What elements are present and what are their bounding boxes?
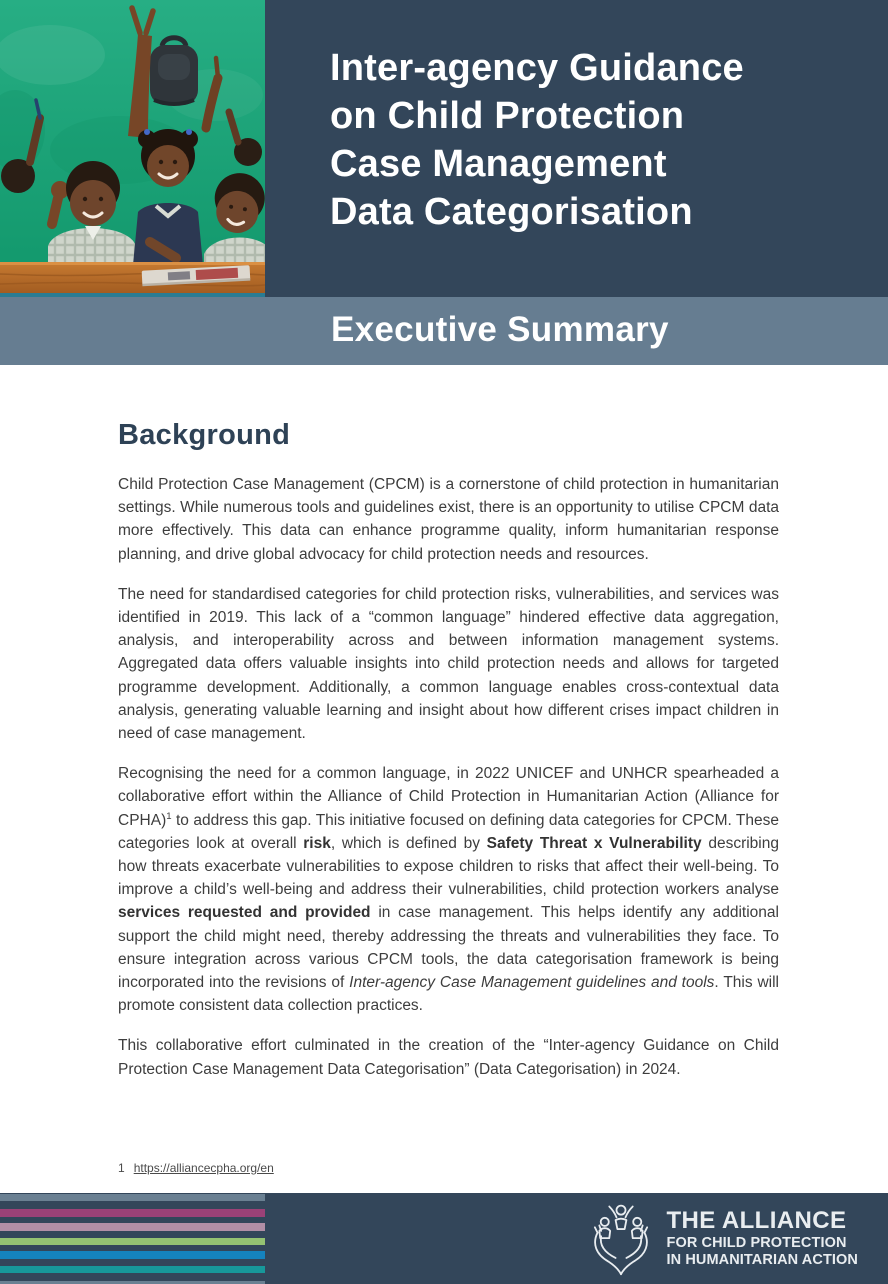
title-line-3: Case Management <box>330 143 667 185</box>
footer-stripe <box>0 1194 265 1201</box>
page-footer <box>0 1193 888 1284</box>
footer-stripe <box>0 1238 265 1245</box>
logo-line-3: IN HUMANITARIAN ACTION <box>666 1252 858 1269</box>
alliance-logo-text <box>667 1208 859 1270</box>
paragraph-1: Child Protection Case Management (CPCM) is a cornerstone of child protection in humanitarian settings. While numerous tools and guidelines exist, there is an opportunity to utilise CPCM data more effectively. This data can enhance programme quality, inform humanitarian response planning, and drive global advocacy for child protection needs and resources. <box>118 476 779 563</box>
footnote-link[interactable]: https://alliancecpha.org/en <box>133 1161 274 1175</box>
section-heading: Background <box>118 419 291 451</box>
footnote <box>118 1161 274 1175</box>
footnote-marker: 1 <box>118 1161 125 1175</box>
paragraph-4: This collaborative effort culminated in the creation of the “Inter-agency Guidance on Child Protection Case Management Data Categorisation” (Data Categorisation) in 2024. <box>118 1037 779 1078</box>
title-line-1: Inter-agency Guidance <box>330 47 744 89</box>
hero-header <box>0 0 888 297</box>
logo-line-2: FOR CHILD PROTECTION <box>666 1235 847 1252</box>
title-line-2: on Child Protection <box>330 95 685 137</box>
title-line-4: Data Categorisation <box>330 191 693 233</box>
footer-stripe <box>0 1223 265 1231</box>
footer-stripe <box>0 1266 265 1273</box>
logo-line-1: THE ALLIANCE <box>666 1207 847 1235</box>
paragraph-3: Recognising the need for a common language, in 2022 UNICEF and UNHCR spearheaded a collaborative effort within the Alliance of Child Protection in Humanitarian Action (Alliance for CPHA)$^1$ to address this gap. This initiative focused on defining data categories for CPCM. These categories look at overall risk, which is defined by Safety Threat x Vulnerability describing how threats exacerbate vulnerabilities to expose children to risks that affect their well-being. To improve a child’s well-being and address their vulnerabilities, child protection workers analyse services requested and provided in case management. This helps identify any additional support the child might need, thereby addressing the threats and vulnerabilities they face. To ensure integration across various CPCM tools, the data categorisation framework is being incorporated into the revisions of Inter-agency Case Management guidelines and tools. This will promote consistent data collection practices. <box>118 765 779 1015</box>
footer-stripe <box>0 1209 265 1217</box>
document-title <box>330 44 744 236</box>
footer-stripe <box>0 1251 265 1259</box>
alliance-logo-icon <box>586 1202 656 1276</box>
paragraph-2: The need for standardised categories for child protection risks, vulnerabilities, and services was identified in 2019. This lack of a “common language” hindered effective data aggregation, analysis, and interoperability across and between information management systems. Aggregated data offers valuable insights into child protection needs and allows for targeted programme development. Additionally, a common language enables cross-contextual data analysis, generating valuable learning and insight about how different crises impact children in need of case management. <box>118 585 779 743</box>
alliance-logo <box>586 1202 859 1276</box>
footer-stripes <box>0 1193 265 1284</box>
page-body <box>118 365 779 1098</box>
banner-label: Executive Summary <box>331 310 669 349</box>
executive-summary-banner <box>0 297 888 365</box>
classroom-photo <box>0 0 265 297</box>
